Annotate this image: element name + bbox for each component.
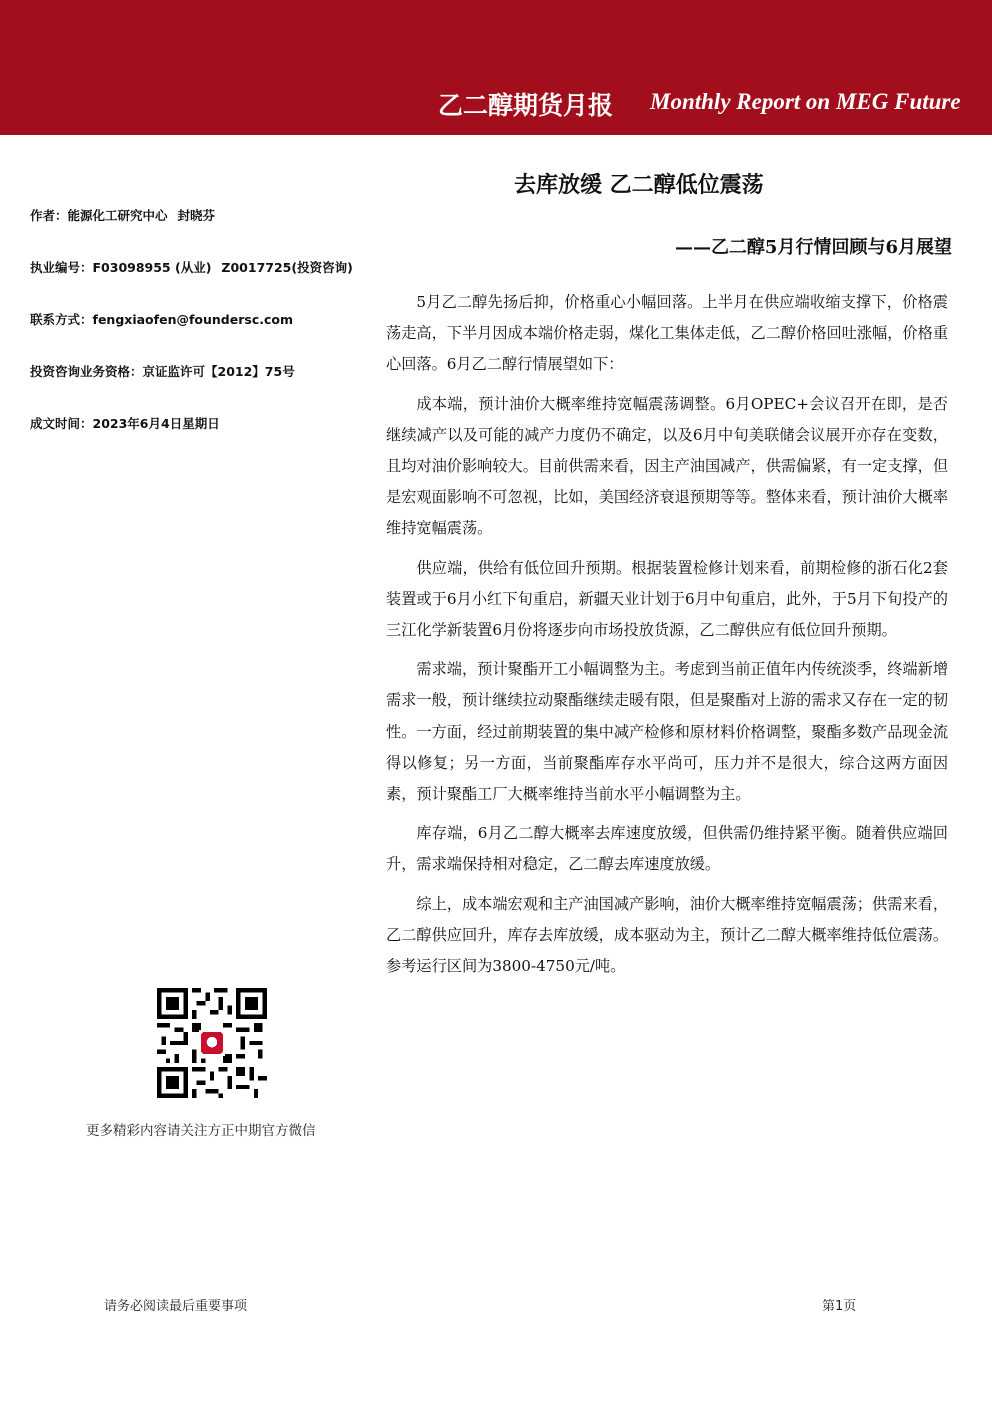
paragraph-demand: 需求端，预计聚酯开工小幅调整为主。考虑到当前正值年内传统淡季，终端新增需求一般，预计继续拉动聚酯继续走暖有限，但是聚酯对上游的需求又存在一定的韧性。一方面，经过前期装置的集中减产检修和原材料价格调整，聚酯多数产品现金流得以修复；另一方面，当前聚酯库存水平尚可，压力并不是很大，综合这两方面因素，预计聚酯工厂大概率维持当前水平小幅调整为主。 bbox=[386, 660, 948, 804]
paragraph-supply: 供应端，供给有低位回升预期。根据装置检修计划来看，前期检修的浙石化2套装置或于6月小红下旬重启，新疆天业计划于6月中旬重启，此外，于5月下旬投产的三江化学新装置6月份将逐步向市场投放货源，乙二醇供应有低位回升预期。 bbox=[386, 558, 948, 640]
author-label: 作者： bbox=[30, 208, 68, 223]
contact-line bbox=[30, 310, 370, 328]
report-series-title-cn: 乙二醇期货月报 bbox=[438, 91, 614, 120]
author-org: 能源化工研究中心 bbox=[67, 208, 168, 223]
date-line bbox=[30, 414, 370, 432]
license-line bbox=[30, 258, 370, 276]
qr-caption: 更多精彩内容请关注方正中期官方微信 bbox=[86, 1123, 316, 1139]
paragraph-cost: 成本端，预计油价大概率维持宽幅震荡调整。6月OPEC+会议召开在即，是否继续减产以及可能的减产力度仍不确定，以及6月中旬美联储会议展开亦存在变数，且均对油价影响较大。目前供需来看，因主产油国减产，供需偏紧，有一定支撑，但是宏观面影响不可忽视，比如，美国经济衰退预期等等。整体来看，预计油价大概率维持宽幅震荡。 bbox=[386, 394, 948, 538]
paragraph-overview: 5月乙二醇先扬后抑，价格重心小幅回落。上半月在供应端收缩支撑下，价格震荡走高，下半月因成本端价格走弱，煤化工集体走低，乙二醇价格回吐涨幅，价格重心回落。6月乙二醇行情展望如下： bbox=[386, 293, 948, 374]
report-series-title-en: Monthly Report on MEG Future bbox=[650, 89, 961, 114]
author-name: 封晓芬 bbox=[177, 208, 216, 223]
page-number: 第1页 bbox=[822, 1299, 857, 1314]
license-number-1: F03098955 (从业) bbox=[92, 260, 212, 275]
footer-notice: 请务必阅读最后重要事项 bbox=[104, 1299, 248, 1314]
license-number-2: Z0017725(投资咨询) bbox=[221, 260, 353, 275]
paragraph-inventory: 库存端，6月乙二醇大概率去库速度放缓，但供需仍维持紧平衡。随着供应端回升，需求端保持相对稳定，乙二醇去库速度放缓。 bbox=[386, 824, 948, 874]
qualification-line bbox=[30, 362, 370, 380]
author-line bbox=[30, 206, 370, 224]
header-banner bbox=[0, 0, 992, 135]
contact-email[interactable]: fengxiaofen@foundersc.com bbox=[92, 312, 293, 327]
date-label: 成文时间： bbox=[30, 416, 93, 431]
date-value: 2023年6月4日星期日 bbox=[92, 416, 220, 431]
report-title: 去库放缓 乙二醇低位震荡 bbox=[514, 172, 764, 198]
license-label: 执业编号： bbox=[30, 260, 93, 275]
qualification-value: 京证监许可【2012】75号 bbox=[142, 364, 295, 379]
contact-label: 联系方式： bbox=[30, 312, 93, 327]
wechat-qr-code-icon bbox=[157, 988, 267, 1098]
qualification-label: 投资咨询业务资格： bbox=[30, 364, 143, 379]
paragraph-conclusion: 综上，成本端宏观和主产油国减产影响，油价大概率维持宽幅震荡；供需来看，乙二醇供应回升，库存去库放缓，成本驱动为主，预计乙二醇大概率维持低位震荡。参考运行区间为3800-4750元/吨。 bbox=[386, 894, 948, 976]
report-body bbox=[386, 287, 948, 990]
report-subtitle: ——乙二醇5月行情回顾与6月展望 bbox=[674, 237, 952, 258]
